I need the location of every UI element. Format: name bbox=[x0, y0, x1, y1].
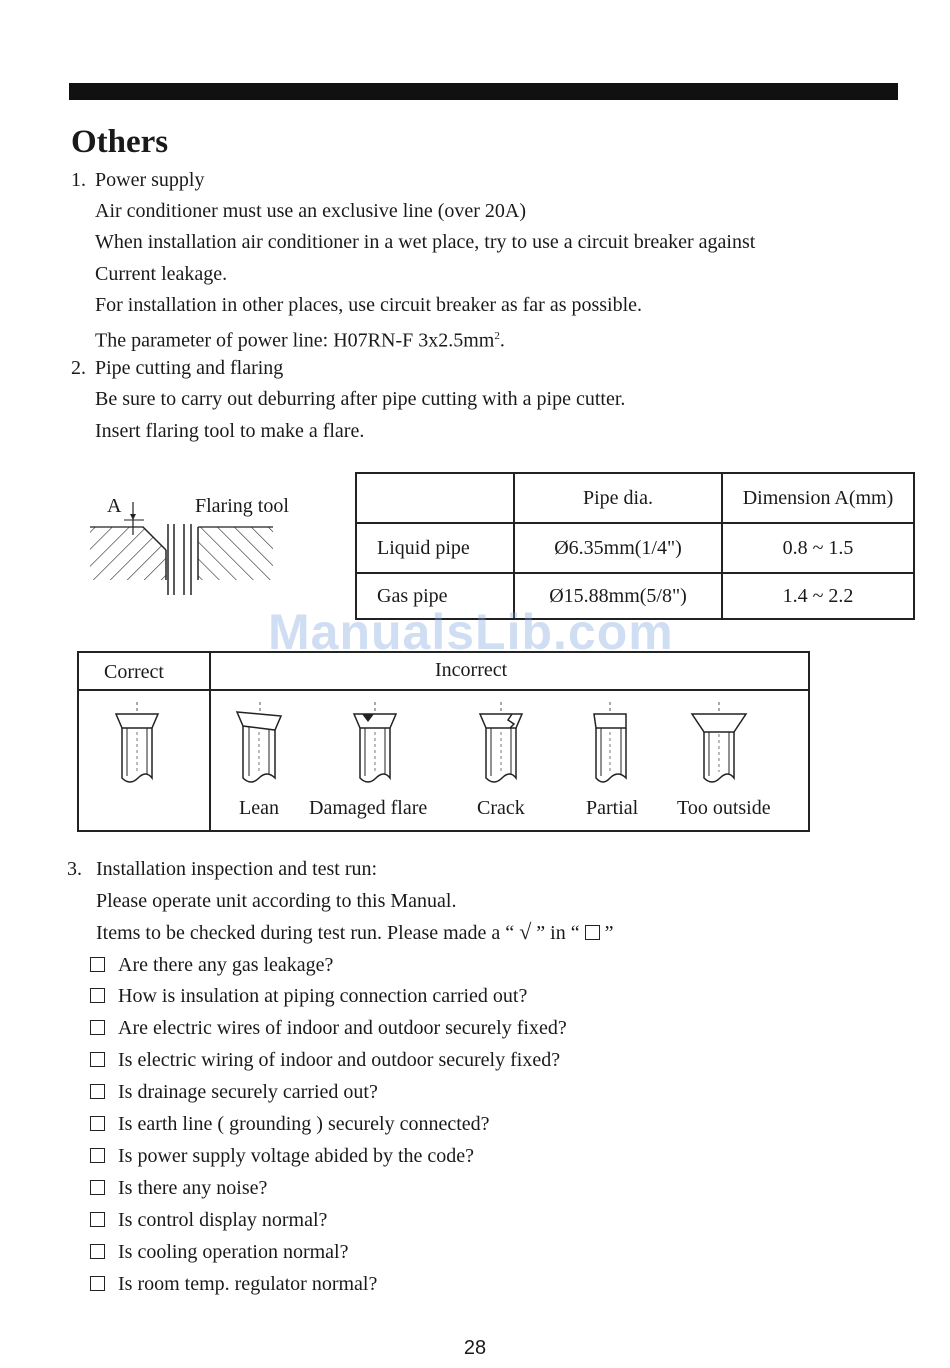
flare-label-partial: Partial bbox=[586, 797, 639, 819]
flare-label-damaged: Damaged flare bbox=[309, 797, 428, 819]
checklist-item[interactable] bbox=[90, 983, 527, 1009]
inspection-line-2 bbox=[96, 919, 613, 946]
checklist-item[interactable] bbox=[90, 952, 333, 978]
flare-label-crack: Crack bbox=[477, 797, 525, 819]
power-line-1: Air conditioner must use an exclusive line (over 20A) bbox=[95, 200, 526, 222]
checklist-item[interactable] bbox=[90, 1047, 560, 1073]
flare-label-lean: Lean bbox=[239, 797, 279, 819]
dimension-a-label: A bbox=[107, 495, 122, 517]
checklist-item-label: Are electric wires of indoor and outdoor securely fixed? bbox=[118, 1017, 567, 1039]
inspection-line-1: Please operate unit according to this Manual. bbox=[96, 890, 457, 912]
checkmark-icon: √ bbox=[519, 919, 532, 944]
section-3-number: 3. bbox=[67, 858, 82, 880]
page-title: Others bbox=[71, 124, 169, 160]
power-line-param bbox=[95, 323, 505, 354]
table-cell: Liquid pipe bbox=[356, 523, 514, 573]
correct-header: Correct bbox=[104, 661, 164, 683]
checkbox-icon[interactable] bbox=[90, 1244, 105, 1259]
checklist-item-label: Is cooling operation normal? bbox=[118, 1241, 349, 1263]
flare-crack-drawing bbox=[474, 702, 530, 788]
incorrect-header: Incorrect bbox=[435, 659, 508, 681]
checkbox-icon[interactable] bbox=[90, 1148, 105, 1163]
checkbox-icon[interactable] bbox=[90, 1052, 105, 1067]
table-cell: Gas pipe bbox=[356, 573, 514, 619]
param-text: The parameter of power line: H07RN-F 3x2.5mm bbox=[95, 329, 495, 352]
flare-label-too-outside: Too outside bbox=[677, 797, 771, 819]
instruction-text-b: ” in “ bbox=[536, 922, 580, 944]
checklist-item-label: Is there any noise? bbox=[118, 1177, 268, 1199]
pipe-line-2: Insert flaring tool to make a flare. bbox=[95, 420, 365, 442]
section-2-title: Pipe cutting and flaring bbox=[95, 357, 284, 379]
header-cell bbox=[356, 473, 514, 523]
table-cell: Ø15.88mm(5/8") bbox=[514, 573, 722, 619]
flare-correct-drawing bbox=[110, 702, 166, 788]
checklist-item-label: How is insulation at piping connection carried out? bbox=[118, 985, 528, 1007]
power-line-4: For installation in other places, use circuit breaker as far as possible. bbox=[95, 294, 643, 316]
power-line-2: When installation air conditioner in a wet place, try to use a circuit breaker against bbox=[95, 231, 756, 253]
table-header-row bbox=[356, 473, 914, 523]
checklist-item-label: Are there any gas leakage? bbox=[118, 954, 334, 976]
flare-damaged-drawing bbox=[348, 702, 404, 788]
checkbox-icon[interactable] bbox=[90, 1212, 105, 1227]
checkbox-icon[interactable] bbox=[90, 1084, 105, 1099]
checkbox-icon bbox=[585, 925, 600, 940]
section-1-title: Power supply bbox=[95, 169, 205, 191]
checklist-item[interactable] bbox=[90, 1207, 327, 1233]
table-cell: 0.8 ~ 1.5 bbox=[722, 523, 914, 573]
checklist-item-label: Is control display normal? bbox=[118, 1209, 328, 1231]
checklist-item[interactable] bbox=[90, 1175, 267, 1201]
checklist-item[interactable] bbox=[90, 1143, 474, 1169]
flaring-tool-label: Flaring tool bbox=[195, 495, 289, 517]
checklist-item-label: Is room temp. regulator normal? bbox=[118, 1273, 378, 1295]
header-cell-pipe-dia: Pipe dia. bbox=[514, 473, 722, 523]
table-cell: Ø6.35mm(1/4") bbox=[514, 523, 722, 573]
checkbox-icon[interactable] bbox=[90, 1276, 105, 1291]
checkbox-icon[interactable] bbox=[90, 1116, 105, 1131]
table-cell: 1.4 ~ 2.2 bbox=[722, 573, 914, 619]
header-cell-dimension: Dimension A(mm) bbox=[722, 473, 914, 523]
checklist-item[interactable] bbox=[90, 1111, 490, 1137]
section-2-number: 2. bbox=[71, 357, 86, 379]
section-3-title: Installation inspection and test run: bbox=[96, 858, 378, 880]
instruction-text-a: Items to be checked during test run. Please made a “ bbox=[96, 922, 515, 944]
flaring-tool-diagram bbox=[88, 500, 278, 600]
checklist-item[interactable] bbox=[90, 1271, 377, 1297]
checklist-item-label: Is electric wiring of indoor and outdoor securely fixed? bbox=[118, 1049, 561, 1071]
checklist-item-label: Is power supply voltage abided by the code? bbox=[118, 1145, 475, 1167]
header-bar bbox=[69, 83, 898, 100]
instruction-text-c: ” bbox=[604, 922, 614, 944]
checklist-item-label: Is drainage securely carried out? bbox=[118, 1081, 378, 1103]
table-row bbox=[356, 523, 914, 573]
checkbox-icon[interactable] bbox=[90, 988, 105, 1003]
param-end: . bbox=[499, 329, 505, 352]
param-sup: 2 bbox=[494, 330, 500, 342]
pipe-dimension-table bbox=[355, 472, 915, 620]
checklist-item-label: Is earth line ( grounding ) securely connected? bbox=[118, 1113, 490, 1135]
checklist-item[interactable] bbox=[90, 1239, 349, 1265]
flare-partial-drawing bbox=[588, 702, 644, 788]
checkbox-icon[interactable] bbox=[90, 1180, 105, 1195]
page-number: 28 bbox=[463, 1337, 487, 1359]
flare-lean-drawing bbox=[233, 702, 289, 788]
watermark: ManualsLib.com bbox=[268, 604, 674, 660]
checkbox-icon[interactable] bbox=[90, 1020, 105, 1035]
pipe-line-1: Be sure to carry out deburring after pipe cutting with a pipe cutter. bbox=[95, 388, 626, 410]
checklist-item[interactable] bbox=[90, 1015, 567, 1041]
header-divider bbox=[79, 689, 808, 691]
section-1-number: 1. bbox=[71, 169, 86, 191]
power-line-3: Current leakage. bbox=[95, 263, 228, 285]
checkbox-icon[interactable] bbox=[90, 957, 105, 972]
column-divider bbox=[209, 653, 211, 830]
checklist-item[interactable] bbox=[90, 1079, 378, 1105]
flare-too-outside-drawing bbox=[690, 702, 750, 788]
